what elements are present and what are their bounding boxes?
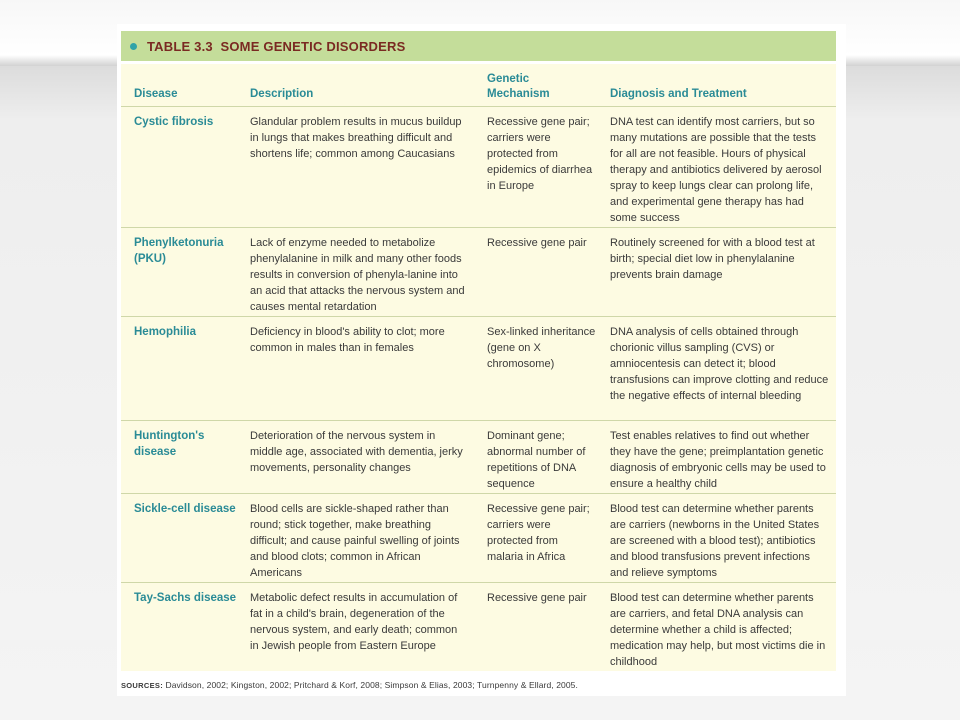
- diagnosis-treatment: Blood test can determine whether parents are carriers, and fetal DNA analysis can determine whether a child is affected; medication may help, but most victims die in childhood: [610, 592, 826, 668]
- disease-name: Tay-Sachs disease: [134, 592, 237, 604]
- genetic-mechanism: Recessive gene pair; carriers were protected from epidemics of diarrhea in Europe: [487, 116, 593, 192]
- table-row: [121, 494, 836, 583]
- disease-name: Cystic fibrosis: [134, 116, 214, 128]
- genetic-mechanism: Dominant gene; abnormal number of repetitions of DNA sequence: [487, 430, 586, 490]
- bullet-icon: [130, 43, 137, 50]
- genetic-mechanism: Sex-linked inheritance (gene on X chromosome): [487, 326, 596, 370]
- disease-description: Blood cells are sickle-shaped rather than round; stick together, make breathing difficult; and cause painful swelling of joints and blood clots; common in African Americans: [250, 503, 460, 579]
- disease-name: Phenylketonuria (PKU): [134, 237, 224, 265]
- diagnosis-treatment: Blood test can determine whether parents are carriers (newborns in the United States are screened with a blood test); antibiotics and blood transfusions prevent infections and relieve symptoms: [610, 503, 820, 579]
- diagnosis-treatment: DNA analysis of cells obtained through chorionic villus sampling (CVS) or amniocentesis can detect it; blood transfusions can improve clotting and reduce the negative effects of internal bleeding: [610, 326, 829, 402]
- table-header-row: [121, 64, 836, 107]
- disease-description: Metabolic defect results in accumulation of fat in a child's brain, degeneration of the nervous system, and early death; common in Jewish people from Eastern Europe: [250, 592, 458, 652]
- column-header-diagnosis-treatment: Diagnosis and Treatment: [610, 88, 747, 100]
- table-title: [147, 39, 405, 54]
- table-row: [121, 421, 836, 494]
- diagnosis-treatment: Routinely screened for with a blood test at birth; special diet low in phenylalanine prevents brain damage: [610, 237, 815, 281]
- column-header-disease: Disease: [134, 88, 178, 100]
- sources-text: Davidson, 2002; Kingston, 2002; Pritchard & Korf, 2008; Simpson & Elias, 2003; Turnpenny & Ellard, 2005.: [165, 680, 578, 690]
- sources-label: SOURCES:: [121, 681, 163, 690]
- disease-name: Sickle-cell disease: [134, 503, 236, 515]
- table-row: [121, 228, 836, 317]
- genetic-mechanism: Recessive gene pair: [487, 592, 587, 604]
- table-row: [121, 583, 836, 671]
- disease-name: Huntington's disease: [134, 430, 205, 458]
- disease-name: Hemophilia: [134, 326, 196, 338]
- diagnosis-treatment: DNA test can identify most carriers, but so many mutations are possible that the tests for all are not feasible. Hours of physical therapy and antibiotics delivered by aerosol spray to keep lungs clear can prolong life, and experimental gene therapy has had some success: [610, 116, 822, 224]
- column-header-description: Description: [250, 88, 314, 100]
- column-header-genetic-mechanism: Genetic Mechanism: [487, 73, 550, 100]
- disease-description: Lack of enzyme needed to metabolize phenylalanine in milk and many other foods results in conversion of phenyla-lanine into an acid that attacks the nervous system and causes mental retardation: [250, 237, 465, 313]
- disease-description: Glandular problem results in mucus buildup in lungs that makes breathing difficult and shortens life; common among Caucasians: [250, 116, 462, 160]
- table-title-text: SOME GENETIC DISORDERS: [220, 38, 406, 54]
- table-sources: [121, 680, 836, 690]
- disease-description: Deterioration of the nervous system in middle age, associated with dementia, jerky movements, personality changes: [250, 430, 463, 474]
- genetic-mechanism: Recessive gene pair: [487, 237, 587, 249]
- genetic-disorders-table: [121, 64, 836, 671]
- table-row: [121, 107, 836, 228]
- genetic-mechanism: Recessive gene pair; carriers were protected from malaria in Africa: [487, 503, 590, 563]
- table-card: [117, 24, 846, 696]
- diagnosis-treatment: Test enables relatives to find out whether they have the gene; preimplantation genetic diagnosis of embryonic cells may be used to ensure a healthy child: [610, 430, 826, 490]
- table-row: [121, 317, 836, 421]
- table-title-bar: [121, 31, 836, 61]
- table-number: TABLE 3.3: [147, 38, 213, 54]
- disease-description: Deficiency in blood's ability to clot; more common in males than in females: [250, 326, 445, 354]
